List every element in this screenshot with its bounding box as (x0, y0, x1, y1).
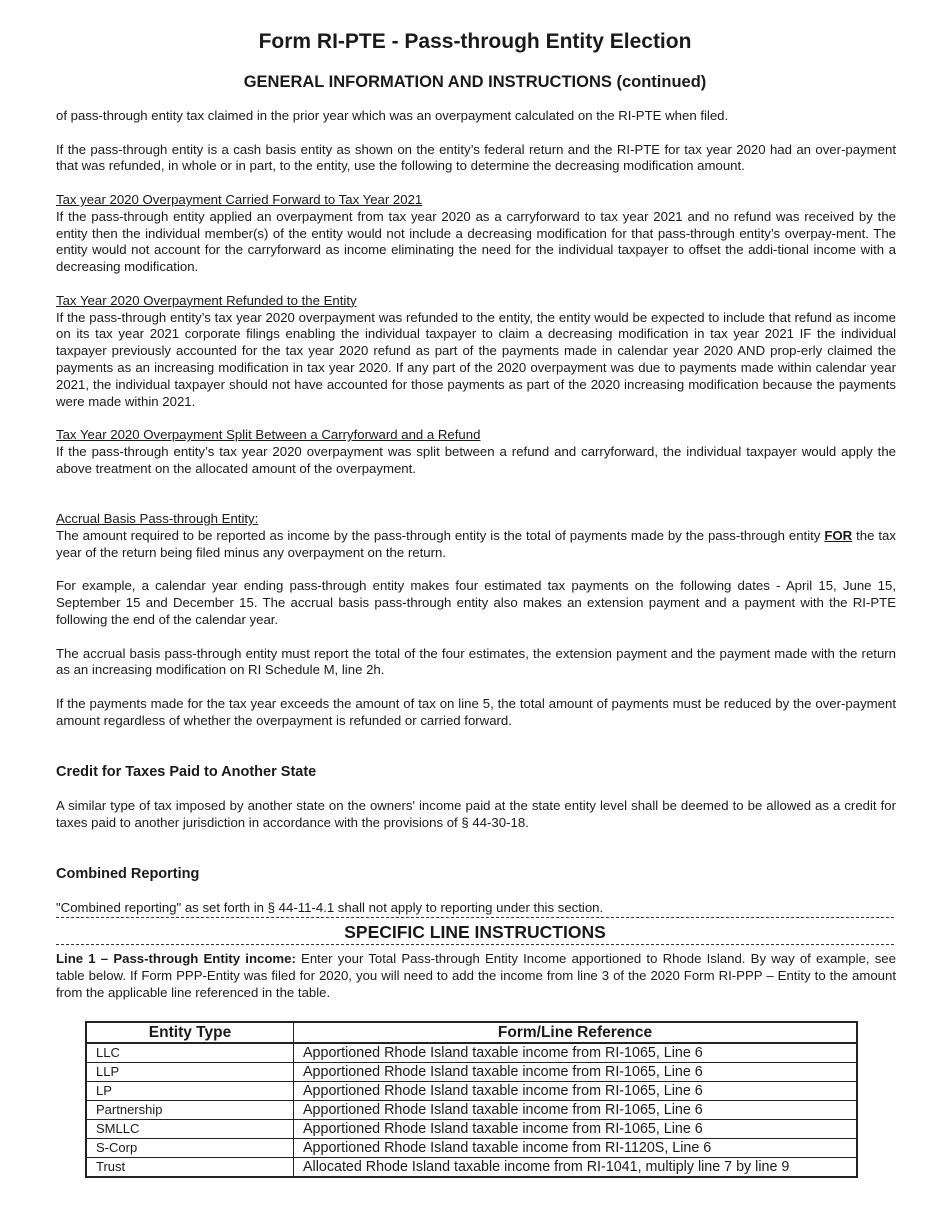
spacer (56, 848, 896, 865)
reference-cell: Apportioned Rhode Island taxable income from RI-1065, Line 6 (294, 1043, 858, 1063)
reference-cell: Apportioned Rhode Island taxable income from RI-1065, Line 6 (294, 1101, 858, 1120)
accrual-paragraph-1 (56, 528, 896, 562)
specific-line-instructions-heading: SPECIFIC LINE INSTRUCTIONS (56, 917, 894, 945)
credit-text: A similar type of tax imposed by another state on the owners' income paid at the state entity level shall be deemed to be allowed as a credit for taxes paid to another jurisdiction in accordance with the provisions of § 44-30-18. (56, 797, 896, 830)
entity-type-cell: Trust (86, 1158, 294, 1178)
intro-paragraph-1: of pass-through entity tax claimed in the prior year which was an overpayment calculated on the RI-PTE when filed. (56, 108, 729, 123)
page-subtitle: GENERAL INFORMATION AND INSTRUCTIONS (continued) (243, 73, 707, 91)
table-row (86, 1043, 857, 1063)
accrual-paragraph-2: For example, a calendar year ending pass-through entity makes four estimated tax payments on the following dates - April 15, June 15, September 15 and December 15. The accrual basis pass-through entity also makes an extension payment and a payment with the RI-PTE following the end of the calendar year. (56, 578, 896, 627)
line1-instructions (56, 950, 896, 1001)
accrual-p1-before: The amount required to be reported as income by the pass-through entity is the total of payments made by the pass-through entity (56, 527, 825, 543)
entity-type-cell: S-Corp (86, 1139, 294, 1158)
instructions-body (56, 108, 896, 933)
reference-cell: Apportioned Rhode Island taxable income from RI-1065, Line 6 (294, 1063, 858, 1082)
reference-cell: Apportioned Rhode Island taxable income from RI-1120S, Line 6 (294, 1139, 858, 1158)
intro-paragraph-2: If the pass-through entity is a cash basis entity as shown on the entity’s federal return and the RI-PTE for tax year 2020 had an over-payment that was refunded, in whole or in part, to the entity, use the following to determine the decreasing modification amount. (56, 141, 896, 174)
table-row (86, 1158, 857, 1178)
accrual-paragraph-4: If the payments made for the tax year exceeds the amount of tax on line 5, the total amount of payments must be reduced by the over-payment amount regardless of whether the overpayment is refunded or carried forward. (56, 695, 896, 728)
refunded-text: If the pass-through entity’s tax year 2020 overpayment was refunded to the entity, the entity would be expected to include that refund as income on its tax year 2021 corporate filings enabling the individual taxpayer to claim a decreasing modification in tax year 2021 IF the individual taxpayer previously accounted for the tax year 2020 refund as part of the payments made in calendar year 2020 AND prop-erly claimed the payments as an increasing modification in tax year 2020. If any part of the 2020 overpayment was due to payments made within calendar year 2021, the individual taxpayer should not have accounted for those payments as part of the 2020 increasing modification because the payments were made within 2021. (56, 309, 896, 409)
entity-type-cell: Partnership (86, 1101, 294, 1120)
accrual-paragraph-3: The accrual basis pass-through entity must report the total of the four estimates, the extension payment and the payment made with the return as an increasing modification on RI Schedule M, line 2h. (56, 645, 896, 678)
spacer (56, 494, 896, 511)
credit-heading: Credit for Taxes Paid to Another State (56, 764, 317, 781)
entity-type-table (85, 1021, 858, 1178)
table-row (86, 1120, 857, 1139)
spacer (56, 746, 896, 763)
refunded-heading: Tax Year 2020 Overpayment Refunded to the Entity (56, 292, 357, 308)
entity-type-cell: SMLLC (86, 1120, 294, 1139)
entity-type-cell: LLP (86, 1063, 294, 1082)
combined-heading: Combined Reporting (56, 866, 200, 883)
reference-cell: Allocated Rhode Island taxable income from RI-1041, multiply line 7 by line 9 (294, 1158, 858, 1178)
entity-type-header: Entity Type (86, 1022, 294, 1043)
entity-type-cell: LLC (86, 1043, 294, 1063)
reference-cell: Apportioned Rhode Island taxable income from RI-1065, Line 6 (294, 1082, 858, 1101)
line1-label: Line 1 – Pass-through Entity income: (56, 951, 296, 966)
form-line-reference-header: Form/Line Reference (294, 1022, 858, 1043)
page-title: Form RI-PTE - Pass-through Entity Election (258, 30, 692, 53)
entity-type-cell: LP (86, 1082, 294, 1101)
line1-text: Enter your Total Pass-through Entity Income apportioned to Rhode Island. By way of example, see table below. If Form PPP-Entity was filed for 2020, you will need to add the income from line 3 of the 2020 Form RI-PPP – Entity to the amount from the applicable line referenced in the table. (56, 951, 896, 1000)
table-row (86, 1139, 857, 1158)
split-text: If the pass-through entity’s tax year 2020 overpayment was split between a refund and carryforward, the individual taxpayer would apply the above treatment on the allocated amount of the overpayment. (56, 443, 896, 476)
table-row (86, 1063, 857, 1082)
accrual-p1-emphasis: FOR (824, 527, 853, 543)
table-row (86, 1101, 857, 1120)
carried-forward-text: If the pass-through entity applied an overpayment from tax year 2020 as a carryforward to tax year 2021 and no refund was received by the entity then the individual member(s) of the entity would not include a decreasing modification for that pass-through entity’s overpay-ment. The entity would not account for the carryforward as income eliminating the need for the individual taxpayer to offset the addi-tional income with a decreasing modification. (56, 208, 896, 275)
accrual-p1-after: the tax year of the return being filed minus any overpayment on the return. (56, 527, 896, 560)
split-heading: Tax Year 2020 Overpayment Split Between a Carryforward and a Refund (56, 427, 481, 443)
combined-text: "Combined reporting" as set forth in § 44-11-4.1 shall not apply to reporting under this section. (56, 899, 604, 915)
reference-cell: Apportioned Rhode Island taxable income from RI-1065, Line 6 (294, 1120, 858, 1139)
accrual-heading: Accrual Basis Pass-through Entity: (56, 511, 259, 527)
table-row (86, 1082, 857, 1101)
table-header-row (86, 1022, 857, 1043)
carried-forward-heading: Tax year 2020 Overpayment Carried Forward to Tax Year 2021 (56, 191, 423, 207)
